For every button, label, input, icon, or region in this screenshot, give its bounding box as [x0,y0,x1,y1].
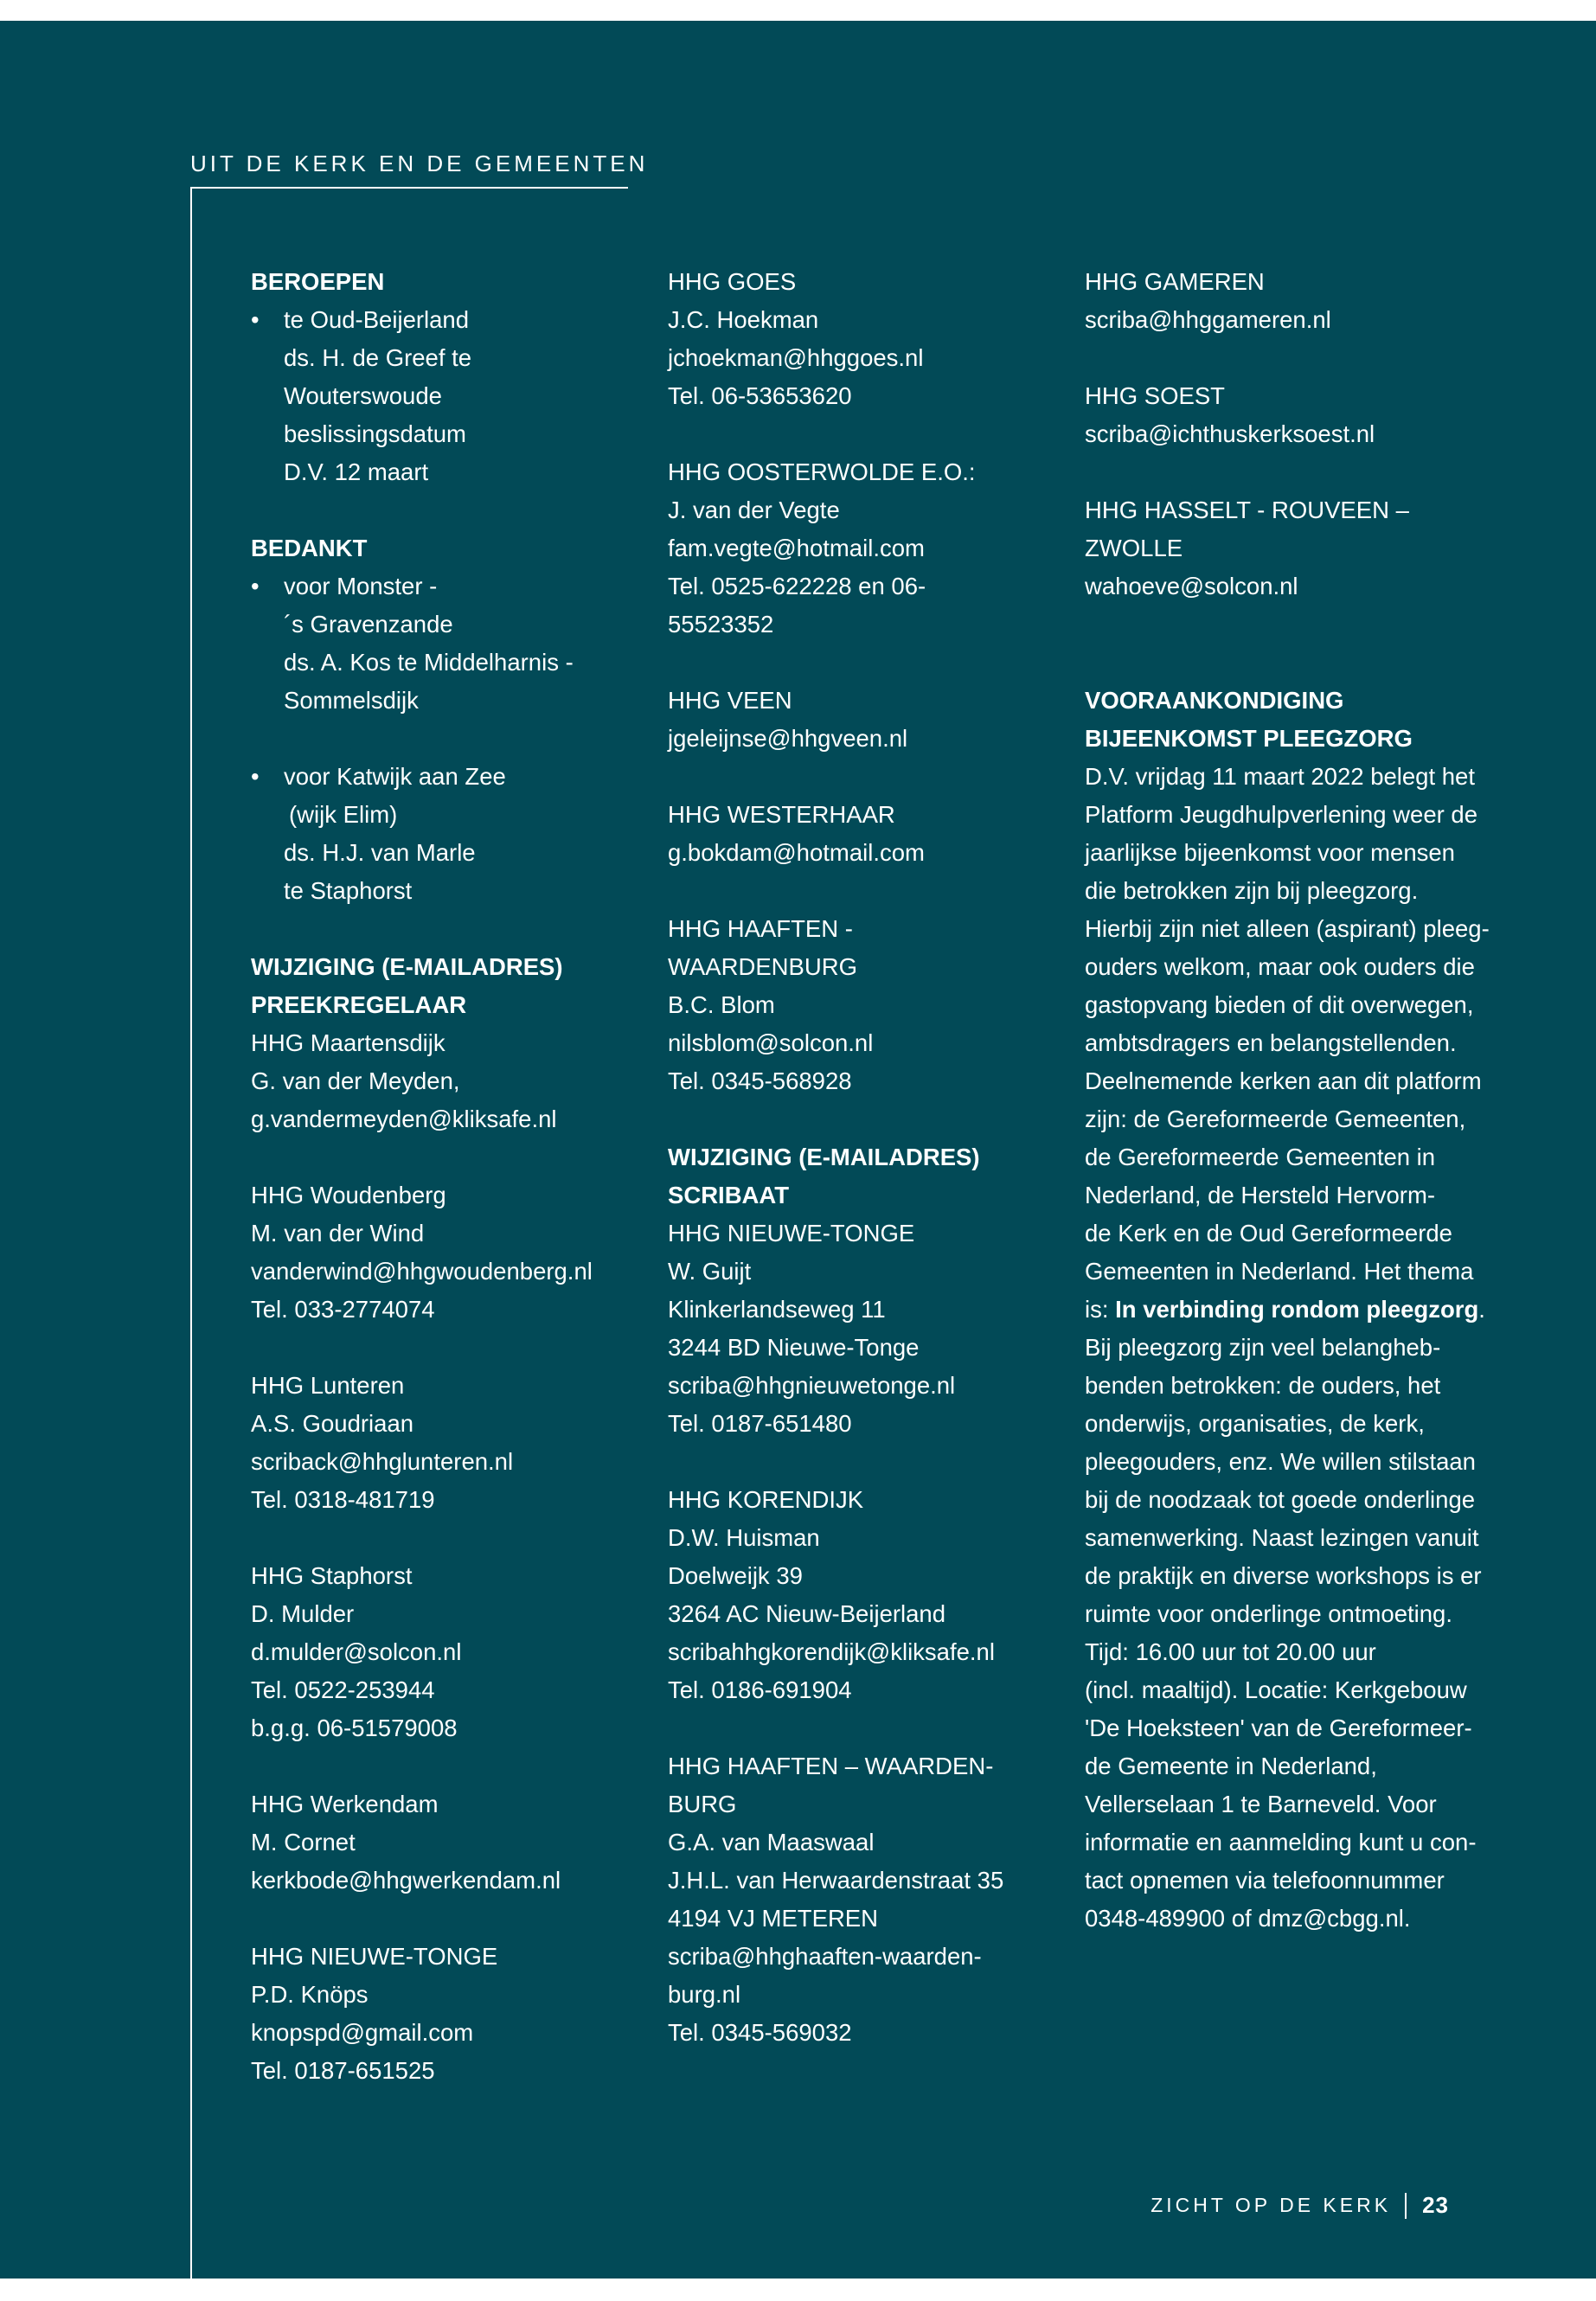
text-line: 0348-489900 of dmz@cbgg.nl. [1085,1905,1411,1932]
text-line: samenwerking. Naast lezingen vanuit [1085,1524,1479,1551]
text-line: ds. A. Kos te Middelharnis - [284,649,574,676]
contact-line: scriback@hhglunteren.nl [251,1448,514,1475]
contact-line: Tel. 0186-691904 [668,1676,852,1703]
column-2 [668,263,1048,2052]
contact-line: Doelweijk 39 [668,1562,803,1589]
contact-line: 3244 BD Nieuwe-Tonge [668,1334,920,1361]
contact-line: scriba@hhgnieuwetonge.nl [668,1372,956,1399]
list-item: • voor Katwijk aan Zee [251,758,631,796]
contact-line: burg.nl [668,1981,741,2008]
text-line: Wouterswoude [284,382,442,409]
contact-line: J. van der Vegte [668,497,840,523]
contact-line: D.W. Huisman [668,1524,820,1551]
text-line: D.V. 12 maart [284,458,429,485]
text-line: (wijk Elim) [289,801,398,828]
contact-line: WAARDENBURG [668,953,857,980]
contact-line: M. Cornet [251,1829,356,1856]
announcement-text [1085,1329,1517,1938]
contact-line: g.bokdam@hotmail.com [668,839,925,866]
page-number: 23 [1422,2192,1449,2218]
contact-line: ZWOLLE [1085,535,1183,561]
contact-list [668,263,1048,1138]
heading-preekregelaar: PREEKREGELAAR [251,991,467,1018]
text-line: Nederland, de Hersteld Hervorm- [1085,1182,1436,1208]
text-line: (incl. maaltijd). Locatie: Kerkgebouw [1085,1676,1467,1703]
contact-heading: HHG Lunteren [251,1372,405,1399]
contact-line: B.C. Blom [668,991,775,1018]
contact-line: kerkbode@hhgwerkendam.nl [251,1867,561,1894]
contact-line: scriba@hhggameren.nl [1085,306,1331,333]
text-line: D.V. vrijdag 11 maart 2022 belegt het [1085,763,1475,790]
contact-heading: HHG GOES [668,268,797,295]
text-line: de Gemeente in Nederland, [1085,1753,1377,1779]
contact-heading: HHG NIEUWE-TONGE [668,1220,915,1247]
text-line: Bij pleegzorg zijn veel belangheb- [1085,1334,1441,1361]
heading-beroepen: BEROEPEN [251,268,385,295]
text-line: Platform Jeugdhulpverlening weer de [1085,801,1478,828]
contact-line: G. van der Meyden, [251,1067,460,1094]
contact-line: Tel. 0522-253944 [251,1676,435,1703]
contact-line: Tel. 0187-651480 [668,1410,852,1437]
contact-line: Tel. 0318-481719 [251,1486,435,1513]
contact-heading: HHG SOEST [1085,382,1225,409]
contact-heading: HHG Staphorst [251,1562,413,1589]
text-line: de Kerk en de Oud Gereformeerde [1085,1220,1452,1247]
contact-line: Tel. 0187-651525 [251,2057,435,2084]
heading-pleegzorg: BIJEENKOMST PLEEGZORG [1085,725,1413,752]
contact-list [668,1215,1048,2052]
contact-line: jchoekman@hhggoes.nl [668,344,924,371]
list-item: • voor Monster - [251,567,631,606]
contact-line: J.C. Hoekman [668,306,819,333]
contact-line: Tel. 0345-569032 [668,2019,852,2046]
text-line: zijn: de Gereformeerde Gemeenten, [1085,1106,1466,1132]
contact-heading: HHG HAAFTEN – WAARDEN- [668,1753,994,1779]
heading-wijziging: WIJZIGING (E-MAILADRES) [251,953,563,980]
text-line: bij de noodzaak tot goede onderlinge [1085,1486,1476,1513]
contact-heading: HHG Woudenberg [251,1182,446,1208]
header-divider [190,187,628,189]
text-line: Sommelsdijk [284,687,419,714]
footer-divider [1405,2193,1407,2219]
text-line: pleegouders, enz. We willen stilstaan [1085,1448,1476,1475]
contact-heading: HHG OOSTERWOLDE E.O.: [668,458,976,485]
contact-line: W. Guijt [668,1258,752,1285]
contact-line: 3264 AC Nieuw-Beijerland [668,1600,946,1627]
contact-line: G.A. van Maaswaal [668,1829,875,1856]
contact-line: jgeleijnse@hhgveen.nl [668,725,908,752]
contact-list [251,1024,631,2090]
text-line: Gemeenten in Nederland. Het thema [1085,1258,1474,1285]
theme-line: is: In verbinding rondom pleegzorg. [1085,1296,1485,1323]
contact-line: Tel. 0345-568928 [668,1067,852,1094]
heading-scribaat: SCRIBAAT [668,1182,790,1208]
contact-line: Tel. 06-53653620 [668,382,852,409]
text-line: tact opnemen via telefoonnummer [1085,1867,1445,1894]
contact-heading: HHG HAAFTEN - [668,915,853,942]
text-line: ´s Gravenzande [284,611,453,638]
contact-heading: HHG GAMEREN [1085,268,1265,295]
contact-heading: HHG HASSELT - ROUVEEN – [1085,497,1409,523]
contact-line: Tel. 0525-622228 en 06- [668,573,926,599]
contact-line: d.mulder@solcon.nl [251,1638,462,1665]
text-line: ambtsdragers en belangstellenden. [1085,1029,1457,1056]
text-line: ruimte voor onderlinge ontmoeting. [1085,1600,1452,1627]
contact-line: Tel. 033-2774074 [251,1296,435,1323]
list-item: • te Oud-Beijerland [251,301,631,339]
text-line: te Staphorst [284,877,413,904]
page [0,21,1596,2279]
contact-line: 4194 VJ METEREN [668,1905,879,1932]
text-line: beslissingsdatum [284,420,466,447]
text-line: 'De Hoeksteen' van de Gereformeer- [1085,1715,1472,1741]
contact-line: g.vandermeyden@kliksafe.nl [251,1106,557,1132]
text-line: benden betrokken: de ouders, het [1085,1372,1441,1399]
contact-line: fam.vegte@hotmail.com [668,535,925,561]
page-footer [1151,2192,1449,2219]
contact-line: 55523352 [668,611,774,638]
contact-line: b.g.g. 06-51579008 [251,1715,458,1741]
contact-heading: HHG WESTERHAAR [668,801,895,828]
heading-bedankt: BEDANKT [251,535,368,561]
contact-line: vanderwind@hhgwoudenberg.nl [251,1258,593,1285]
contact-line: A.S. Goudriaan [251,1410,414,1437]
text-line: Tijd: 16.00 uur tot 20.00 uur [1085,1638,1376,1665]
bullet-icon: • [251,763,260,790]
text-line: ds. H. de Greef te [284,344,472,371]
text-line: Hierbij zijn niet alleen (aspirant) pleeg- [1085,915,1490,942]
contact-line: M. van der Wind [251,1220,425,1247]
contact-line: BURG [668,1791,737,1817]
contact-line: scriba@hhghaaften-waarden- [668,1943,982,1970]
theme-title: In verbinding rondom pleegzorg [1115,1296,1479,1323]
text-line: de Gereformeerde Gemeenten in [1085,1144,1436,1170]
column-1 [251,263,631,2090]
announcement-text [1085,758,1517,1291]
text-line: Vellerselaan 1 te Barneveld. Voor [1085,1791,1437,1817]
text-line: die betrokken zijn bij pleegzorg. [1085,877,1419,904]
contact-list [1085,263,1517,644]
heading-wijziging: WIJZIGING (E-MAILADRES) [668,1144,980,1170]
text-line: informatie en aanmelding kunt u con- [1085,1829,1477,1856]
heading-vooraankondiging: VOORAANKONDIGING [1085,687,1344,714]
contact-line: D. Mulder [251,1600,355,1627]
text-line: gastopvang bieden of dit overwegen, [1085,991,1474,1018]
text-line: ds. H.J. van Marle [284,839,476,866]
margin-divider [190,187,192,2279]
contact-line: scriba@ichthuskerksoest.nl [1085,420,1375,447]
contact-heading: HHG VEEN [668,687,792,714]
section-title: UIT DE KERK EN DE GEMEENTEN [190,151,649,176]
bullet-icon: • [251,306,260,333]
contact-heading: HHG Maartensdijk [251,1029,445,1056]
text-line: de praktijk en diverse workshops is er [1085,1562,1482,1589]
text-line: ouders welkom, maar ook ouders die [1085,953,1475,980]
contact-line: J.H.L. van Herwaardenstraat 35 [668,1867,1004,1894]
bullet-icon: • [251,573,260,599]
contact-line: P.D. Knöps [251,1981,369,2008]
contact-heading: HHG Werkendam [251,1791,439,1817]
text-line: jaarlijkse bijeenkomst voor mensen [1085,839,1455,866]
text-line: Deelnemende kerken aan dit platform [1085,1067,1482,1094]
contact-heading: HHG KORENDIJK [668,1486,864,1513]
contact-line: Klinkerlandseweg 11 [668,1296,886,1323]
contact-line: knopspd@gmail.com [251,2019,474,2046]
magazine-name: ZICHT OP DE KERK [1151,2194,1392,2216]
column-3 [1085,263,1517,1938]
text-line: onderwijs, organisaties, de kerk, [1085,1410,1425,1437]
contact-line: wahoeve@solcon.nl [1085,573,1298,599]
contact-line: nilsblom@solcon.nl [668,1029,874,1056]
contact-line: scribahhgkorendijk@kliksafe.nl [668,1638,995,1665]
contact-heading: HHG NIEUWE-TONGE [251,1943,498,1970]
